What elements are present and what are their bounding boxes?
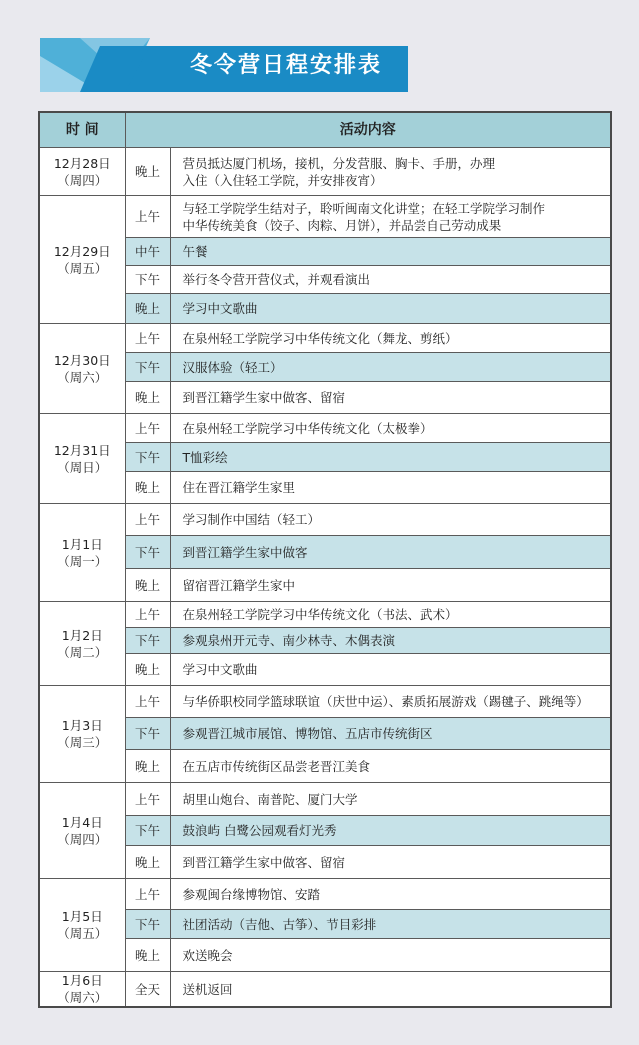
schedule-body — [39, 148, 611, 1008]
day-date-cell — [39, 783, 125, 879]
day-date-cell — [39, 686, 125, 783]
activity-line: 参观闽台缘博物馆、安踏 — [182, 886, 321, 902]
time-slot: 上午 — [125, 414, 170, 443]
schedule-row — [39, 238, 611, 266]
activity-line: 社团活动（吉他、古筝）、节目彩排 — [182, 916, 377, 932]
activity-cell — [170, 324, 611, 353]
schedule-row — [39, 718, 611, 750]
time-slot: 晚上 — [125, 750, 170, 783]
activity-cell — [170, 939, 611, 972]
day-date: 12月31日 — [53, 442, 111, 458]
time-slot: 晚上 — [125, 654, 170, 686]
page-title-banner — [40, 38, 408, 92]
table-header-row — [39, 112, 611, 148]
schedule-row — [39, 382, 611, 414]
time-slot: 晚上 — [125, 569, 170, 602]
activity-cell — [170, 602, 611, 628]
day-date-cell — [39, 196, 125, 324]
time-slot: 晚上 — [125, 472, 170, 504]
time-slot: 晚上 — [125, 382, 170, 414]
schedule-row — [39, 602, 611, 628]
schedule-row — [39, 414, 611, 443]
schedule-row — [39, 324, 611, 353]
time-slot: 下午 — [125, 266, 170, 294]
time-slot: 上午 — [125, 783, 170, 816]
activity-cell — [170, 472, 611, 504]
day-date-cell — [39, 148, 125, 196]
activity-line: 学习中文歌曲 — [182, 662, 258, 677]
day-date-cell — [39, 324, 125, 414]
activity-line: 营员抵达厦门机场，接机，分发营服、胸卡、手册，办理 — [182, 155, 496, 171]
schedule-row — [39, 654, 611, 686]
activity-line: 在五店市传统街区品尝老晋江美食 — [182, 758, 371, 774]
activity-line: 到晋江籍学生家中做客、留宿 — [182, 390, 346, 405]
schedule-row — [39, 353, 611, 382]
schedule-row — [39, 939, 611, 972]
activity-cell — [170, 750, 611, 783]
activity-cell — [170, 382, 611, 414]
day-date: 1月5日 — [61, 909, 103, 924]
schedule-row — [39, 148, 611, 196]
activity-cell — [170, 353, 611, 382]
activity-cell — [170, 536, 611, 569]
activity-cell — [170, 504, 611, 536]
schedule-row — [39, 472, 611, 504]
schedule-row — [39, 443, 611, 472]
activity-line: 与华侨职校同学篮球联谊（庆世中运）、素质拓展游戏（踢毽子、跳绳等） — [182, 694, 589, 709]
page-title: 冬令营日程安排表 — [190, 53, 383, 78]
activity-line: 午餐 — [182, 244, 208, 259]
activity-cell — [170, 879, 611, 910]
time-slot: 下午 — [125, 443, 170, 472]
activity-cell — [170, 414, 611, 443]
activity-cell — [170, 148, 611, 196]
activity-line: 住在晋江籍学生家里 — [182, 480, 296, 495]
day-weekday: （周六） — [57, 990, 108, 1005]
time-slot: 上午 — [125, 324, 170, 353]
activity-line: 欢送晚会 — [182, 947, 233, 963]
activity-line: 鼓浪屿 白鹭公园观看灯光秀 — [182, 823, 337, 838]
schedule-row — [39, 628, 611, 654]
activity-line: 在泉州轻工学院学习中华传统文化（太极拳） — [182, 420, 433, 436]
day-date-cell — [39, 972, 125, 1008]
day-weekday: （周六） — [57, 369, 108, 385]
schedule-row — [39, 294, 611, 324]
schedule-row — [39, 686, 611, 718]
day-date: 1月3日 — [61, 718, 103, 733]
activity-line: 参观晋江城市展馆、博物馆、五店市传统街区 — [182, 726, 433, 741]
day-date-cell — [39, 602, 125, 686]
schedule-row — [39, 196, 611, 238]
schedule-row — [39, 504, 611, 536]
schedule-table — [38, 111, 612, 1008]
time-slot: 下午 — [125, 910, 170, 939]
day-weekday: （周日） — [57, 459, 108, 475]
time-slot: 下午 — [125, 628, 170, 654]
day-weekday: （周一） — [57, 553, 108, 569]
time-slot: 上午 — [125, 504, 170, 536]
time-slot: 下午 — [125, 536, 170, 569]
activity-cell — [170, 783, 611, 816]
activity-line: 中华传统美食（饺子、肉粽、月饼），并品尝自己劳动成果 — [182, 217, 502, 233]
activity-line: 留宿晋江籍学生家中 — [182, 577, 296, 593]
time-slot: 上午 — [125, 602, 170, 628]
header-time: 时 间 — [39, 112, 125, 148]
schedule-row — [39, 266, 611, 294]
activity-cell — [170, 443, 611, 472]
activity-line: 在泉州轻工学院学习中华传统文化（书法、武术） — [182, 607, 458, 622]
activity-cell — [170, 654, 611, 686]
time-slot: 上午 — [125, 196, 170, 238]
day-date: 1月1日 — [61, 536, 103, 552]
activity-cell — [170, 972, 611, 1008]
schedule-row — [39, 972, 611, 1008]
header-activity: 活动内容 — [125, 112, 611, 148]
activity-line: T恤彩绘 — [182, 449, 228, 465]
time-slot: 晚上 — [125, 148, 170, 196]
activity-cell — [170, 628, 611, 654]
schedule-row — [39, 536, 611, 569]
activity-line: 汉服体验（轻工） — [182, 359, 283, 375]
time-slot: 上午 — [125, 686, 170, 718]
day-weekday: （周四） — [57, 172, 108, 188]
activity-line: 送机返回 — [182, 981, 233, 997]
activity-cell — [170, 910, 611, 939]
activity-line: 学习制作中国结（轻工） — [182, 512, 321, 527]
activity-line: 到晋江籍学生家中做客 — [182, 544, 308, 560]
schedule-row — [39, 879, 611, 910]
schedule-row — [39, 910, 611, 939]
day-date: 12月28日 — [53, 155, 111, 171]
day-weekday: （周五） — [57, 260, 108, 276]
time-slot: 下午 — [125, 816, 170, 846]
activity-line: 举行冬令营开营仪式，并观看演出 — [182, 272, 371, 287]
activity-cell — [170, 816, 611, 846]
activity-line: 入住（入住轻工学院，并安排夜宵） — [182, 172, 383, 188]
time-slot: 下午 — [125, 718, 170, 750]
day-weekday: （周三） — [57, 735, 108, 750]
time-slot: 晚上 — [125, 846, 170, 879]
time-slot: 全天 — [125, 972, 170, 1008]
day-date-cell — [39, 504, 125, 602]
activity-cell — [170, 846, 611, 879]
activity-cell — [170, 266, 611, 294]
schedule-row — [39, 569, 611, 602]
day-date-cell — [39, 414, 125, 504]
time-slot: 下午 — [125, 353, 170, 382]
day-weekday: （周四） — [57, 831, 108, 847]
day-date: 1月4日 — [61, 814, 103, 830]
activity-cell — [170, 718, 611, 750]
day-date: 12月30日 — [53, 352, 111, 368]
day-weekday: （周五） — [57, 926, 108, 941]
activity-line: 到晋江籍学生家中做客、留宿 — [182, 854, 346, 870]
schedule-row — [39, 750, 611, 783]
activity-line: 学习中文歌曲 — [182, 301, 258, 316]
day-date: 1月2日 — [61, 627, 103, 643]
time-slot: 晚上 — [125, 939, 170, 972]
day-weekday: （周二） — [57, 644, 108, 660]
day-date-cell — [39, 879, 125, 972]
activity-cell — [170, 686, 611, 718]
time-slot: 上午 — [125, 879, 170, 910]
schedule-row — [39, 783, 611, 816]
day-date: 12月29日 — [53, 243, 111, 259]
day-date: 1月6日 — [61, 973, 103, 988]
activity-line: 胡里山炮台、南普陀、厦门大学 — [182, 791, 358, 807]
activity-line: 在泉州轻工学院学习中华传统文化（舞龙、剪纸） — [182, 330, 458, 346]
activity-line: 参观泉州开元寺、南少林寺、木偶表演 — [182, 633, 396, 648]
activity-cell — [170, 196, 611, 238]
activity-cell — [170, 569, 611, 602]
time-slot: 晚上 — [125, 294, 170, 324]
activity-cell — [170, 294, 611, 324]
activity-line: 与轻工学院学生结对子，聆听闽南文化讲堂；在轻工学院学习制作 — [182, 200, 546, 216]
time-slot: 中午 — [125, 238, 170, 266]
schedule-row — [39, 846, 611, 879]
activity-cell — [170, 238, 611, 266]
schedule-row — [39, 816, 611, 846]
